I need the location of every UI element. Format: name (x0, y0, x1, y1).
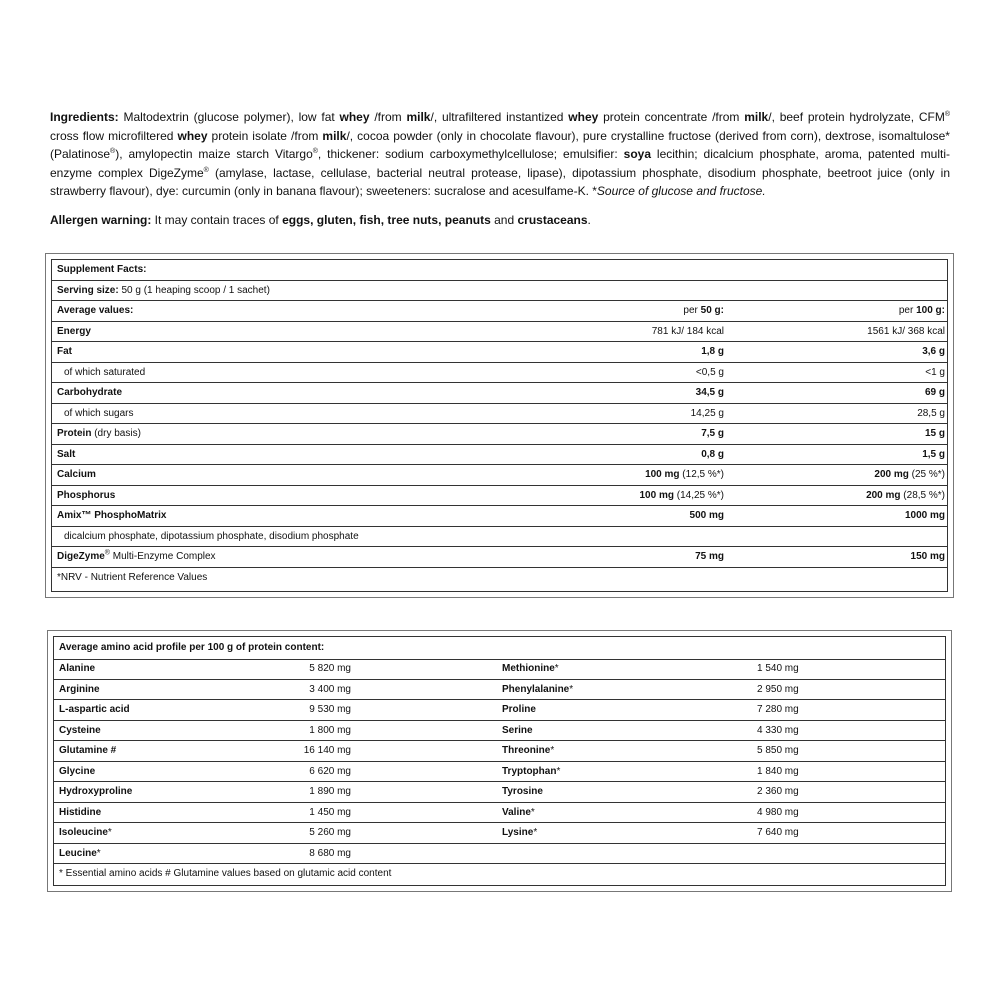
nutrient-name: Protein (57, 428, 92, 439)
value-amount: 100 mg (645, 469, 680, 480)
nutrient-note: Multi-Enzyme Complex (109, 551, 216, 562)
value-per-100g: 1000 mg (904, 510, 945, 521)
value-per-100g: 1561 kJ/ 368 kcal (867, 325, 945, 337)
value-per-100g: <1 g (925, 366, 945, 378)
facts-row-phosphomatrix (52, 506, 947, 527)
value-per-50g: 14,25 g (690, 407, 724, 419)
amino-acid-panel (47, 630, 952, 892)
ingredients-text: (amylase, lactase, cellulase, bacterial neutral protease, lipase), dipotassium phosphate, disodium phosphate, beetroot juice (only in strawberry flavour), dye: curcumin (only in banana flavour); sweeteners: sucralose and acesulfame-K. * (50, 165, 950, 198)
amino-name (502, 741, 554, 762)
allergen-list: eggs, gluten, fish, tree nuts, peanuts (282, 213, 491, 227)
facts-title: Supplement Facts: (57, 264, 147, 275)
average-values-row (52, 301, 947, 322)
nutrient-label (57, 547, 216, 568)
ingredients-paragraph (50, 108, 950, 201)
value-per-50g: 0,8 g (701, 448, 724, 460)
amino-value: 1 840 mg (757, 765, 799, 777)
facts-row-protein (52, 424, 947, 445)
value-amount: 100 mg (639, 489, 674, 501)
amino-value: 4 980 mg (757, 806, 799, 818)
amino-title: Average amino acid profile per 100 g of protein content: (59, 642, 325, 653)
value-per-100g: 3,6 g (922, 346, 945, 357)
value-per-100g (866, 486, 945, 507)
value-nrv: (14,25 %*) (673, 489, 724, 501)
amino-name: L-aspartic acid (59, 704, 130, 715)
ingredients-text: /, cocoa powder (only in chocolate flavour), pure crystalline fructose (derived from corn), dextrose, isomaltulose* (Palatinose (50, 128, 950, 161)
per-label: per (683, 305, 701, 316)
registered-mark: ® (312, 148, 318, 155)
amino-name (59, 823, 112, 844)
amino-row (54, 844, 945, 865)
nutrient-label (57, 424, 141, 445)
nutrient-label: dicalcium phosphate, dipotassium phosphate, disodium phosphate (64, 530, 359, 542)
amino-value: 1 800 mg (309, 724, 351, 736)
nutrient-label: of which saturated (64, 366, 146, 378)
amino-label: Leucine (59, 847, 97, 859)
amino-acid-table (53, 636, 946, 886)
registered-mark: ® (944, 111, 950, 118)
amino-value: 7 640 mg (757, 827, 799, 838)
amino-value: 2 950 mg (757, 683, 799, 695)
amino-name (502, 762, 560, 783)
amino-row (54, 680, 945, 701)
allergen-text: It may contain traces of (151, 213, 283, 227)
amino-label: Phenylalanine (502, 683, 570, 695)
essential-marker: * (550, 745, 555, 756)
serving-size (57, 281, 270, 302)
facts-row-digezyme (52, 547, 947, 568)
amino-value: 6 620 mg (309, 765, 351, 777)
amino-label: Isoleucine (59, 827, 108, 838)
ingredients-text: , thickener: sodium carboxymethylcellulose; emulsifier: (317, 147, 624, 161)
essential-marker: * (96, 847, 101, 859)
facts-footnote: *NRV - Nutrient Reference Values (57, 571, 208, 583)
value-per-100g: 28,5 g (917, 407, 945, 419)
facts-row-phosphorus (52, 486, 947, 507)
allergen-text: . (587, 213, 591, 227)
value-per-100g: 1,5 g (922, 448, 945, 460)
average-values-label: Average values: (57, 305, 134, 316)
amino-name: Histidine (59, 806, 102, 818)
ingredients-text: cross flow microfiltered (50, 128, 178, 143)
amino-name: Serine (502, 724, 533, 736)
nutrient-label: Calcium (57, 469, 96, 480)
nutrient-label: Energy (57, 325, 91, 337)
allergen-whey: whey (339, 110, 370, 124)
amino-value: 8 680 mg (309, 847, 351, 859)
ingredients-text: ), amylopectin maize starch Vitargo (115, 147, 313, 161)
amino-label: Tryptophan (502, 765, 557, 777)
amino-label: Threonine (502, 745, 551, 756)
ingredients-text: protein isolate /from (207, 128, 323, 143)
ingredients-label: Ingredients: (50, 110, 119, 124)
value-per-100g: 150 mg (910, 551, 945, 562)
amino-name: Arginine (59, 683, 100, 695)
supplement-facts-table (51, 259, 948, 592)
value-per-50g (645, 465, 724, 486)
nutrient-label: Salt (57, 448, 76, 460)
facts-footnote-row (52, 568, 947, 589)
amino-name: Cysteine (59, 724, 101, 736)
amino-name: Proline (502, 704, 536, 715)
amino-value: 1 890 mg (309, 786, 351, 797)
amino-value: 16 140 mg (303, 745, 351, 756)
amino-value: 5 850 mg (757, 745, 799, 756)
value-per-50g (640, 486, 725, 507)
amino-name: Glutamine # (59, 745, 117, 756)
per-100g-value: 100 g: (916, 305, 945, 316)
essential-marker: * (554, 663, 559, 674)
ingredients-text: /, ultrafiltered instantized (430, 110, 569, 124)
value-nrv: (12,5 %*) (679, 469, 724, 480)
allergen-label: Allergen warning: (50, 213, 152, 227)
amino-row (54, 741, 945, 762)
nutrient-note: (dry basis) (91, 428, 141, 439)
amino-value: 7 280 mg (757, 704, 799, 715)
per-100g-header (899, 301, 945, 322)
nutrient-label: Amix™ PhosphoMatrix (57, 510, 167, 521)
facts-row-sugars (52, 404, 947, 425)
allergen-whey: whey (568, 110, 599, 124)
amino-label: Valine (502, 806, 531, 818)
facts-row-saturated (52, 363, 947, 384)
value-nrv: (25 %*) (908, 469, 945, 480)
registered-mark: ® (104, 549, 110, 557)
amino-name: Alanine (59, 663, 96, 674)
ingredients-text: /, beef protein hydrolyzate, CFM (768, 110, 945, 124)
amino-name (502, 823, 537, 844)
allergen-warning (50, 211, 950, 229)
amino-value: 5 820 mg (309, 663, 351, 674)
amino-value: 3 400 mg (309, 683, 351, 695)
amino-value: 9 530 mg (309, 704, 351, 715)
amino-row (54, 700, 945, 721)
per-50g-header (683, 301, 724, 322)
amino-value: 2 360 mg (757, 786, 799, 797)
ingredients-text: /from (369, 110, 407, 124)
facts-row-carbohydrate (52, 383, 947, 404)
amino-value: 4 330 mg (757, 724, 799, 736)
amino-row (54, 762, 945, 783)
value-per-50g: 500 mg (689, 510, 724, 521)
amino-name (502, 803, 535, 824)
registered-mark: ® (110, 148, 116, 155)
facts-row-calcium (52, 465, 947, 486)
amino-name (502, 680, 573, 701)
amino-name: Hydroxyproline (59, 786, 133, 797)
facts-title-row (52, 260, 947, 281)
value-per-50g: 34,5 g (695, 387, 724, 398)
supplement-facts-panel (45, 253, 954, 598)
ingredients-text: protein concentrate /from (598, 110, 745, 124)
allergen-milk: milk (406, 110, 431, 124)
value-nrv: (28,5 %*) (900, 489, 945, 501)
serving-size-label: Serving size: (57, 284, 119, 296)
ingredients-text: Maltodextrin (glucose polymer), low fat (118, 110, 340, 124)
facts-row-fat (52, 342, 947, 363)
amino-row (54, 721, 945, 742)
amino-name (59, 844, 101, 865)
per-label: per (898, 305, 917, 316)
essential-marker: * (533, 827, 538, 838)
allergen-milk: milk (322, 128, 347, 143)
allergen-soya: soya (623, 147, 651, 161)
amino-value: 5 260 mg (309, 827, 351, 838)
nutrient-name: DigeZyme (57, 551, 105, 562)
amino-footnote-row (54, 864, 945, 885)
amino-footnote: * Essential amino acids # Glutamine values based on glutamic acid content (59, 868, 392, 879)
amino-name: Glycine (59, 765, 96, 777)
essential-marker: * (556, 765, 561, 777)
amino-name (502, 659, 559, 680)
amino-row (54, 659, 945, 680)
allergen-text: and (490, 213, 518, 227)
registered-mark: ® (203, 166, 209, 174)
allergen-list: crustaceans (517, 213, 588, 227)
amino-value: 1 540 mg (757, 663, 799, 674)
amino-name: Tyrosine (502, 786, 543, 797)
value-amount: 200 mg (866, 489, 901, 501)
value-amount: 200 mg (874, 469, 909, 480)
nutrient-label: Fat (57, 346, 72, 357)
facts-row-phosphomatrix-detail (52, 527, 947, 548)
per-50g-value: 50 g: (700, 305, 724, 316)
value-per-50g: 1,8 g (701, 346, 724, 357)
essential-marker: * (569, 683, 574, 695)
amino-title-row (54, 637, 945, 660)
value-per-50g: 75 mg (695, 551, 724, 562)
nutrient-label: Phosphorus (57, 489, 116, 501)
allergen-whey: whey (177, 128, 208, 143)
amino-label: Methionine (502, 663, 555, 674)
amino-row (54, 782, 945, 803)
facts-row-salt (52, 445, 947, 466)
value-per-50g: 7,5 g (701, 428, 724, 439)
amino-label: Lysine (502, 827, 534, 838)
essential-marker: * (530, 806, 535, 818)
ingredients-footnote: Source of glucose and fructose. (596, 184, 766, 198)
amino-row (54, 803, 945, 824)
value-per-50g: <0,5 g (695, 366, 724, 378)
amino-row (54, 823, 945, 844)
essential-marker: * (107, 827, 112, 838)
nutrient-label: of which sugars (64, 407, 134, 419)
value-per-50g: 781 kJ/ 184 kcal (651, 325, 724, 337)
value-per-100g (874, 465, 945, 486)
amino-value: 1 450 mg (309, 806, 351, 818)
ingredients-text: lecithin; dicalcium phosphate, aroma, patented multi-enzyme complex DigeZyme (50, 147, 950, 180)
nutrient-label: Carbohydrate (57, 387, 123, 398)
facts-row-energy (52, 322, 947, 343)
serving-size-value: 50 g (1 heaping scoop / 1 sachet) (118, 284, 270, 296)
serving-size-row (52, 281, 947, 302)
value-per-100g: 69 g (924, 387, 945, 398)
allergen-milk: milk (744, 110, 769, 124)
value-per-100g: 15 g (924, 428, 945, 439)
